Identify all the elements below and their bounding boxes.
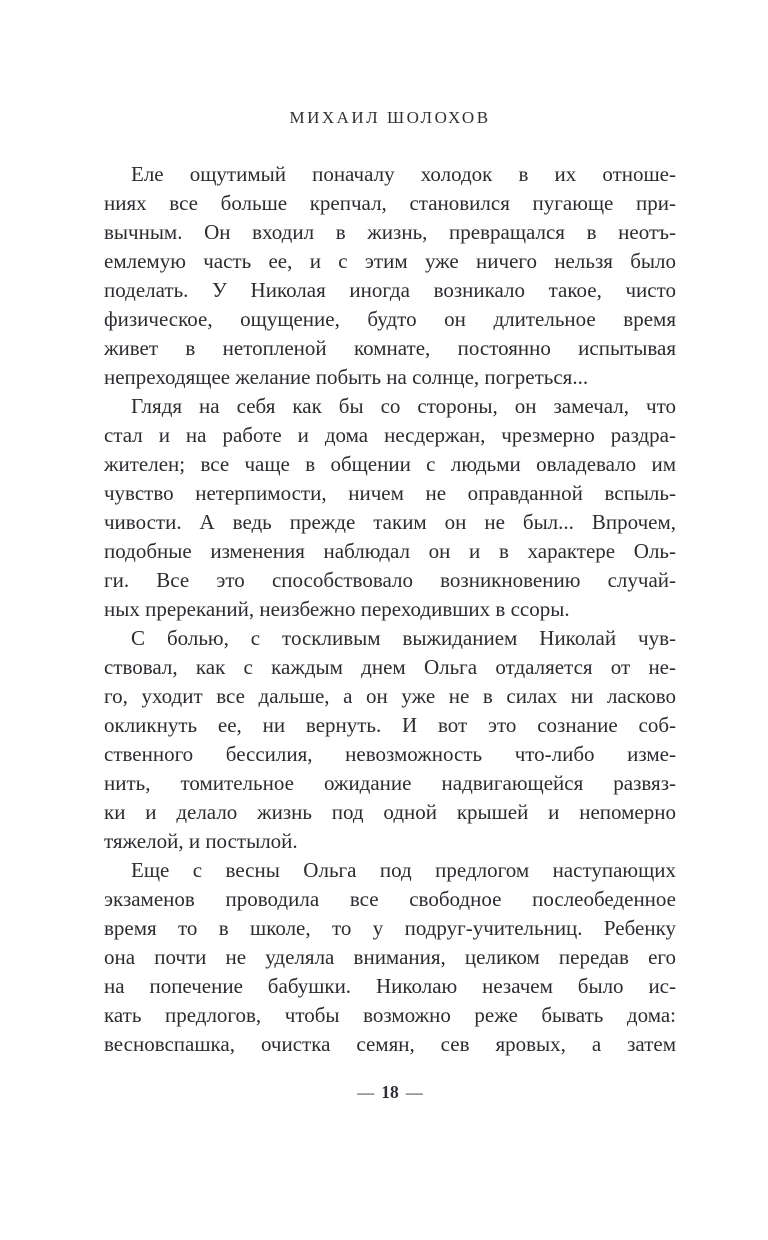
running-header: МИХАИЛ ШОЛОХОВ [289, 108, 491, 127]
text-line: физическое, ощущение, будто он длительное время [104, 307, 676, 331]
text-line: окликнуть ее, ни вернуть. И вот это сознание соб- [104, 713, 676, 737]
text-line: жителен; все чаще в общении с людьми овладевало им [104, 452, 676, 476]
text-line: ственного бессилия, невозможность что-либо изме- [104, 742, 676, 766]
text-line: нить, томительное ожидание надвигающейся развяз- [104, 771, 676, 795]
text-line: живет в нетопленой комнате, постоянно испытывая [104, 336, 676, 360]
text-line: поделать. У Николая иногда возникало такое, чисто [104, 278, 676, 302]
paragraph [104, 392, 676, 624]
text-line: чивости. А ведь прежде таким он не был... Впрочем, [104, 510, 676, 534]
text-line: Еле ощутимый поначалу холодок в их отноше- [131, 162, 676, 186]
text-line: непреходящее желание побыть на солнце, погреться... [104, 365, 589, 389]
text-line: на попечение бабушки. Николаю незачем было ис- [104, 974, 676, 998]
text-line: экзаменов проводила все свободное послеобеденное [104, 887, 676, 911]
page-footer [104, 1082, 676, 1103]
text-line: ги. Все это способствовало возникновению случай- [104, 568, 676, 592]
text-line: Еще с весны Ольга под предлогом наступающих [131, 858, 676, 882]
text-line: стал и на работе и дома несдержан, чрезмерно раздра- [104, 423, 676, 447]
text-line: время то в школе, то у подруг-учительниц. Ребенку [104, 916, 676, 940]
paragraph [104, 624, 676, 856]
text-line: подобные изменения наблюдал он и в характере Оль- [104, 539, 676, 563]
page-number: 18 [381, 1082, 399, 1102]
text-line: тяжелой, и постылой. [104, 829, 298, 853]
text-line: ки и делало жизнь под одной крышей и непомерно [104, 800, 676, 824]
page-body [104, 160, 676, 1059]
text-line: ствовал, как с каждым днем Ольга отдаляется от не- [104, 655, 676, 679]
text-line: вычным. Он входил в жизнь, превращался в неотъ- [104, 220, 676, 244]
text-line: емлемую часть ее, и с этим уже ничего нельзя было [104, 249, 676, 273]
text-line: С болью, с тоскливым выжиданием Николай чув- [131, 626, 676, 650]
text-line: весновспашка, очистка семян, сев яровых, а затем [104, 1032, 676, 1056]
text-line: чувство нетерпимости, ничем не оправданной вспыль- [104, 481, 676, 505]
text-line: го, уходит все дальше, а он уже не в силах ни ласково [104, 684, 676, 708]
text-line: Глядя на себя как бы со стороны, он замечал, что [131, 394, 676, 418]
footer-dash-right: — [405, 1083, 423, 1102]
paragraph [104, 856, 676, 1059]
text-line: ных пререканий, неизбежно переходивших в ссоры. [104, 597, 570, 621]
footer-dash-left: — [357, 1083, 375, 1102]
paragraph [104, 160, 676, 392]
text-line: кать предлогов, чтобы возможно реже бывать дома: [104, 1003, 676, 1027]
text-line: ниях все больше крепчал, становился пугающе при- [104, 191, 676, 215]
text-line: она почти не уделяла внимания, целиком передав его [104, 945, 676, 969]
